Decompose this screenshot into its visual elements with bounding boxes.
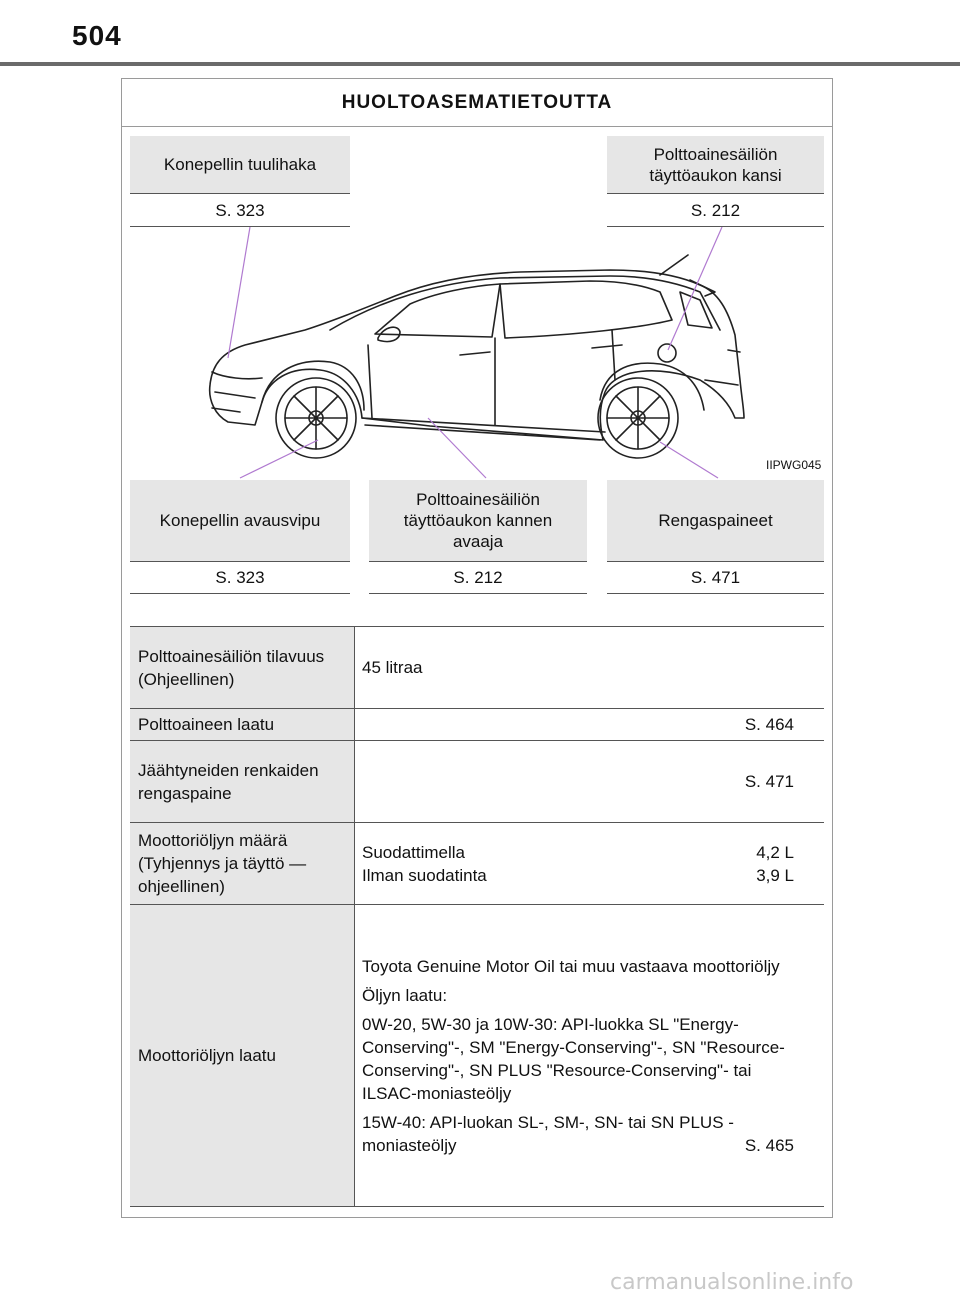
page-number: 504 (72, 20, 122, 51)
watermark: carmanualsonline.info (610, 1270, 854, 1295)
section-title: HUOLTOASEMATIETOUTTA (122, 79, 832, 127)
oil-capacity-label: Moottoriöljyn määrä (Tyhjennys ja täyttö — ohjeellinen) (130, 823, 355, 905)
oil-capacity-values (355, 823, 825, 905)
table-row (130, 709, 824, 741)
callout-hood-lock-label: Konepellin tuulihaka (163, 155, 317, 174)
callout-fuel-door-page: S. 212 (607, 196, 824, 227)
callout-hood-release (130, 480, 350, 562)
oil-without-filter (362, 864, 794, 887)
callout-hood-lock-page: S. 323 (130, 196, 350, 227)
oil-without-filter-label: Ilman suodatinta (362, 865, 487, 885)
oil-quality-label: Moottoriöljyn laatu (130, 905, 355, 1207)
oil-with-filter (362, 841, 794, 864)
callout-tire-pressure-page: S. 471 (607, 563, 824, 594)
spec-table (130, 626, 824, 1207)
callout-hood-release-page: S. 323 (130, 563, 350, 594)
callout-tire-pressure-label: Rengaspaineet (658, 511, 773, 530)
callout-fuel-door-opener-page: S. 212 (369, 563, 587, 594)
callout-fuel-door (607, 136, 824, 194)
fuel-quality-ref: S. 464 (355, 709, 825, 741)
callout-hood-lock (130, 136, 350, 194)
figure-code: IIPWG045 (766, 458, 822, 472)
oil-quality-p3: 0W-20, 5W-30 ja 10W-30: API-luokka SL "Energy-Conserving"-, SM "Energy-Conserving"-, SN "Resource-Conserving"-, SN PLUS "Resource-Conserving"- tai ILSAC-moniasteöljy (362, 1014, 785, 1103)
callout-hood-release-label: Konepellin avausvipu (159, 511, 321, 530)
callout-fuel-door-opener (369, 480, 587, 562)
table-row (130, 741, 824, 823)
oil-quality-content (355, 905, 825, 1207)
callout-fuel-door-opener-label: Polttoainesäiliön täyttöaukon kannen avaaja (403, 490, 553, 551)
oil-without-filter-value: 3,9 L (756, 865, 794, 885)
oil-quality-last (362, 1111, 794, 1157)
table-row (130, 905, 824, 1207)
table-row (130, 627, 824, 709)
fuel-capacity-value: 45 litraa (355, 627, 825, 709)
table-row (130, 823, 824, 905)
oil-quality-ref: S. 465 (744, 1135, 794, 1155)
oil-with-filter-label: Suodattimella (362, 842, 466, 862)
oil-with-filter-value: 4,2 L (756, 842, 794, 862)
cold-tire-ref: S. 471 (355, 741, 825, 823)
oil-quality-p1: Toyota Genuine Motor Oil tai muu vastaava moottoriöljy (362, 956, 780, 976)
cold-tire-label: Jäähtyneiden renkaiden rengaspaine (130, 741, 355, 823)
fuel-capacity-label: Polttoainesäiliön tilavuus (Ohjeellinen) (130, 627, 355, 709)
oil-quality-p4: 15W-40: API-luokan SL-, SM-, SN- tai SN PLUS -moniasteöljy (362, 1112, 734, 1155)
fuel-quality-label: Polttoaineen laatu (130, 709, 355, 741)
callout-fuel-door-label: Polttoainesäiliön täyttöaukon kansi (649, 144, 782, 185)
oil-quality-p2: Öljyn laatu: (362, 985, 448, 1005)
callout-tire-pressure (607, 480, 824, 562)
